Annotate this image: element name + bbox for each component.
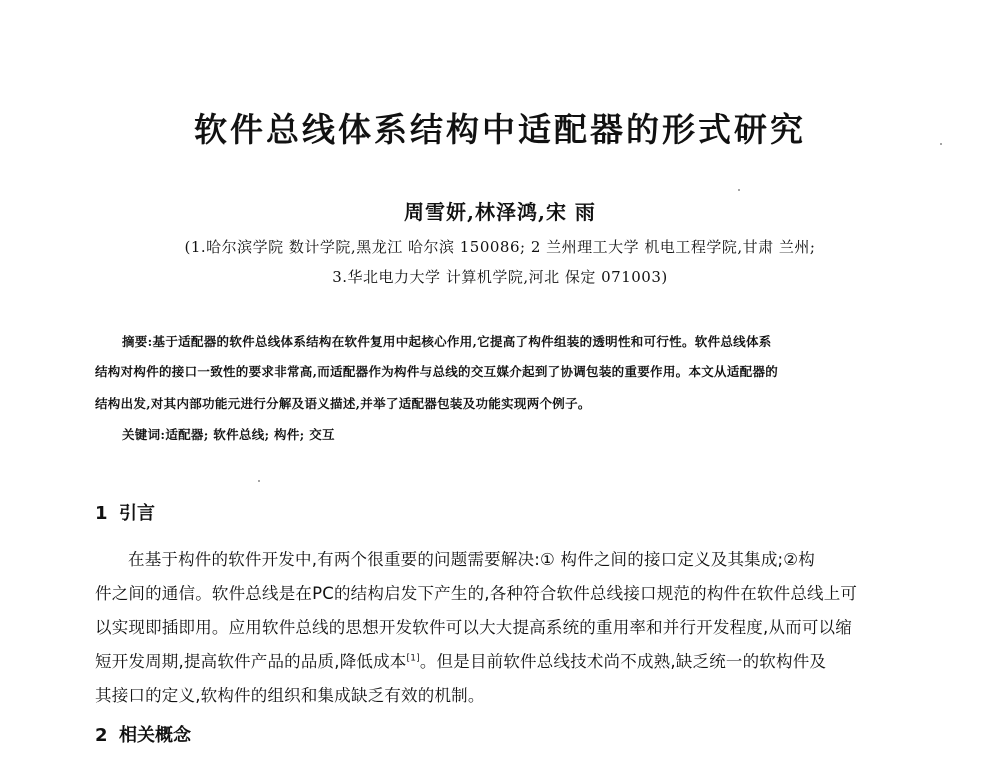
section-2-number: 2 [95,725,108,746]
section-2-heading [95,721,191,747]
body-line-5: 其接口的定义,软构件的组织和集成缺乏有效的机制。 [95,686,485,705]
scan-speck [738,189,740,191]
keywords-label: 关键词: [122,427,166,442]
affiliation-line-1: (1.哈尔滨学院 数计学院,黑龙江 哈尔滨 150086; 2 兰州理工大学 机电工程学院,甘肃 兰州; [184,238,816,256]
abstract-line-3: 结构出发,对其内部功能元进行分解及语义描述,并举了适配器包装及功能实现两个例子。 [95,396,591,411]
scan-speck [258,480,260,482]
section-1-number: 1 [95,503,108,524]
citation-ref: [1] [406,653,420,664]
body-line-4 [95,648,826,672]
body-line-1: 在基于构件的软件开发中,有两个很重要的问题需要解决:① 构件之间的接口定义及其集成;②构 [128,550,815,569]
section-1-title: 引言 [119,503,155,524]
keywords-text: 适配器; 软件总线; 构件; 交互 [165,427,335,442]
section-1-heading [95,499,155,525]
body-line-4-text: 短开发周期,提高软件产品的品质,降低成本 [95,652,407,671]
abstract-label: 摘要: [122,334,153,349]
keywords [122,425,335,443]
abstract-text-1: 基于适配器的软件总线体系结构在软件复用中起核心作用,它提高了构件组装的透明性和可行性。软件总线体系 [152,334,772,349]
paper-title: 软件总线体系结构中适配器的形式研究 [194,110,806,149]
body-line-4-rest: 。但是目前软件总线技术尚不成熟,缺乏统一的软构件及 [419,652,827,671]
author-list: 周雪妍,林泽鸿,宋 雨 [404,200,596,224]
scan-speck [940,143,942,145]
abstract-line-2: 结构对构件的接口一致性的要求非常高,而适配器作为构件与总线的交互媒介起到了协调包装的重要作用。本文从适配器的 [95,364,779,379]
abstract-line-1 [122,332,902,350]
section-2-title: 相关概念 [119,725,191,746]
body-line-3: 以实现即插即用。应用软件总线的思想开发软件可以大大提高系统的重用率和并行开发程度,从而可以缩 [95,618,852,637]
affiliation-line-2: 3.华北电力大学 计算机学院,河北 保定 071003) [332,268,668,286]
body-line-2: 件之间的通信。软件总线是在PC的结构启发下产生的,各种符合软件总线接口规范的构件在软件总线上可 [95,584,858,603]
